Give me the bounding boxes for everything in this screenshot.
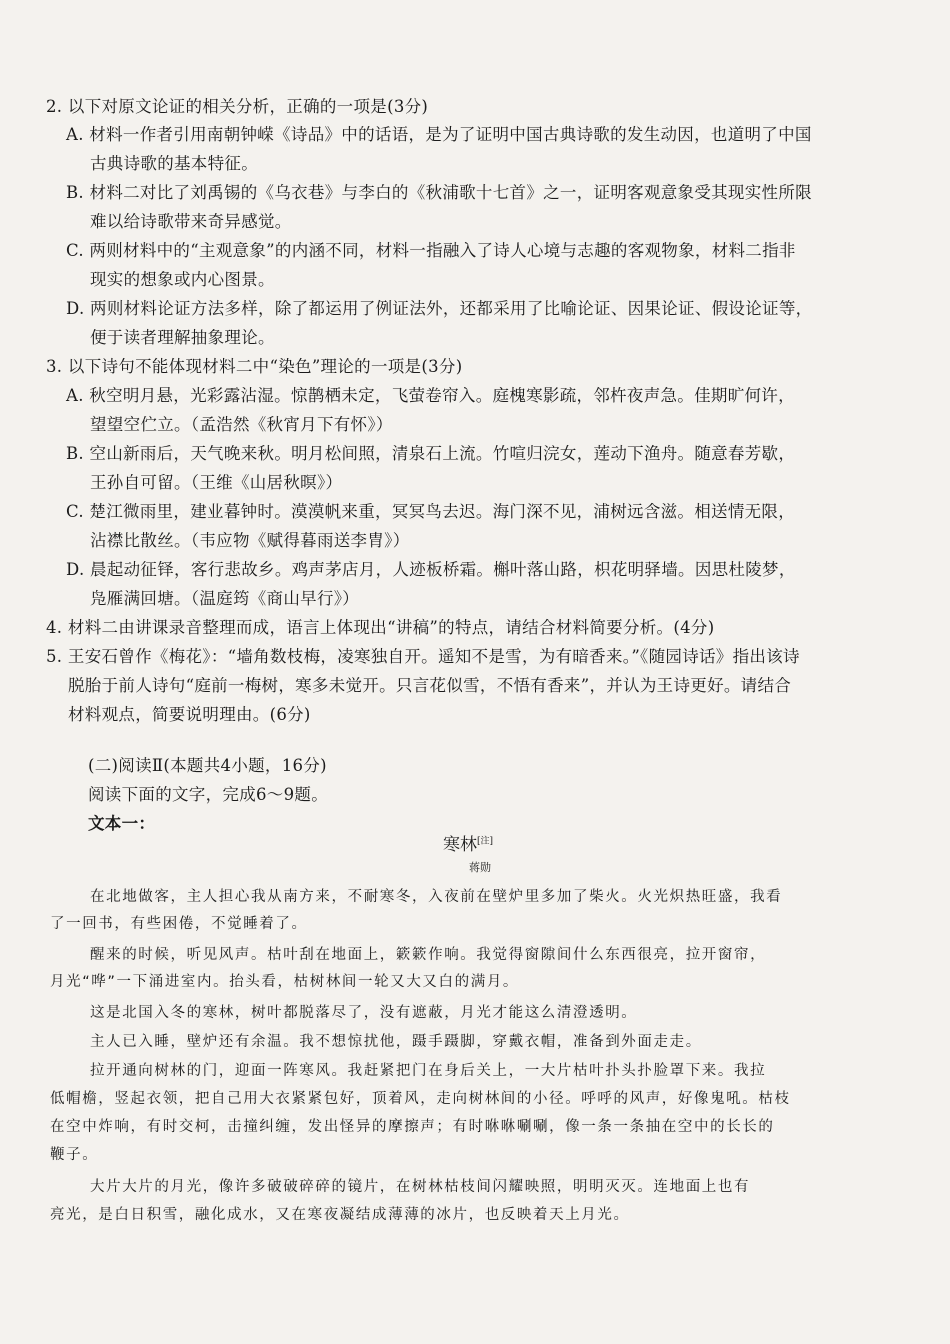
story-title-text: 寒林 xyxy=(443,835,477,855)
story-paragraph-6: 大片大片的月光，像许多破破碎碎的镜片，在树林枯枝间闪耀映照，明明灭灭。连地面上也有 xyxy=(90,1179,751,1195)
q3-option-d: D. 晨起动征铎，客行悲故乡。鸡声茅店月，人迹板桥霜。槲叶落山路，枳花明驿墙。因思杜陵梦， xyxy=(66,560,796,579)
q3-option-a: A. 秋空明月悬，光彩露沾湿。惊鹊栖未定，飞萤卷帘入。庭槐寒影疏，邻杵夜声急。佳期旷何许， xyxy=(66,386,795,405)
section-instruction: 阅读下面的文字，完成6～9题。 xyxy=(88,785,328,804)
q3-option-c-cont: 沾襟比散丝。（韦应物《赋得暮雨送李胄》） xyxy=(90,531,410,550)
q2-option-c: C. 两则材料中的“主观意象”的内涵不同，材料一指融入了诗人心境与志趣的客观物象，材料二指非 xyxy=(66,241,796,260)
story-paragraph-6-cont: 亮光，是白日积雪，融化成水，又在寒夜凝结成薄薄的冰片，也反映着天上月光。 xyxy=(50,1207,630,1223)
q2-option-b: B. 材料二对比了刘禹锡的《乌衣巷》与李白的《秋浦歌十七首》之一，证明客观意象受其现实性所限 xyxy=(66,183,812,202)
story-paragraph-4: 主人已入睡，壁炉还有余温。我不想惊扰他，蹑手蹑脚，穿戴衣帽，准备到外面走走。 xyxy=(90,1034,702,1050)
story-title xyxy=(443,830,493,855)
story-paragraph-3: 这是北国入冬的寒林，树叶都脱落尽了，没有遮蔽，月光才能这么清澄透明。 xyxy=(90,1005,638,1021)
q3-option-d-cont: 凫雁满回塘。（温庭筠《商山早行》） xyxy=(90,589,360,608)
story-paragraph-5-cont-2: 在空中炸响，有时交柯，击撞纠缠，发出怪异的摩擦声；有时咻咻唰唰，像一条一条抽在空中的长长的 xyxy=(50,1119,775,1135)
q3-option-c: C. 楚江微雨里，建业暮钟时。漠漠帆来重，冥冥鸟去迟。海门深不见，浦树远含滋。相送情无限， xyxy=(66,502,796,521)
story-paragraph-1: 在北地做客，主人担心我从南方来，不耐寒冬，入夜前在壁炉里多加了柴火。火光炽热旺盛，我看 xyxy=(90,889,783,905)
q5-line-3: 材料观点，简要说明理由。(6分) xyxy=(68,705,311,724)
q2-option-d: D. 两则材料论证方法多样，除了都运用了例证法外，还都采用了比喻论证、因果论证、假设论证等， xyxy=(66,299,813,318)
story-paragraph-5-cont-1: 低帽檐，竖起衣领，把自己用大衣紧紧包好，顶着风，走向树林间的小径。呼呼的风声，好像鬼吼。枯枝 xyxy=(50,1091,791,1107)
story-paragraph-2: 醒来的时候，听见风声。枯叶刮在地面上，簌簌作响。我觉得窗隙间什么东西很亮，拉开窗帘， xyxy=(90,947,767,963)
story-paragraph-2-cont: 月光“哗”一下涌进室内。抬头看，枯树林间一轮又大又白的满月。 xyxy=(50,974,520,990)
text-one-label: 文本一： xyxy=(88,814,156,833)
q4-stem: 4. 材料二由讲课录音整理而成，语言上体现出“讲稿”的特点，请结合材料简要分析。(4分) xyxy=(46,618,715,637)
story-paragraph-5: 拉开通向树林的门，迎面一阵寒风。我赶紧把门在身后关上，一大片枯叶扑头扑脸罩下来。我拉 xyxy=(90,1063,767,1079)
section-heading: (二)阅读Ⅱ(本题共4小题，16分) xyxy=(88,756,327,775)
q3-stem: 3. 以下诗句不能体现材料二中“染色”理论的一项是(3分) xyxy=(46,357,463,376)
story-paragraph-1-cont: 了一回书，有些困倦，不觉睡着了。 xyxy=(50,916,308,932)
q2-option-d-cont: 便于读者理解抽象理论。 xyxy=(90,328,275,347)
story-title-note: [注] xyxy=(477,836,494,847)
q2-option-c-cont: 现实的想象或内心图景。 xyxy=(90,270,275,289)
story-author: 蒋勋 xyxy=(469,861,491,874)
q5-line-1: 5. 王安石曾作《梅花》：“墙角数枝梅，凌寒独自开。遥知不是雪，为有暗香来。”《随园诗话》指出该诗 xyxy=(46,647,800,666)
q3-option-b: B. 空山新雨后，天气晚来秋。明月松间照，清泉石上流。竹喧归浣女，莲动下渔舟。随意春芳歇， xyxy=(66,444,796,463)
q3-option-a-cont: 望望空伫立。（孟浩然《秋宵月下有怀》） xyxy=(90,415,393,434)
q2-option-b-cont: 难以给诗歌带来奇异感觉。 xyxy=(90,212,292,231)
q5-line-2: 脱胎于前人诗句“庭前一梅树，寒多未觉开。只言花似雪，不悟有香来”，并认为王诗更好。请结合 xyxy=(68,676,792,695)
q2-stem: 2. 以下对原文论证的相关分析，正确的一项是(3分) xyxy=(46,97,429,116)
q2-option-a-cont: 古典诗歌的基本特征。 xyxy=(90,154,258,173)
q2-option-a: A. 材料一作者引用南朝钟嵘《诗品》中的话语，是为了证明中国古典诗歌的发生动因，也道明了中国 xyxy=(66,125,812,144)
q3-option-b-cont: 王孙自可留。（王维《山居秋暝》） xyxy=(90,473,343,492)
story-paragraph-5-cont-3: 鞭子。 xyxy=(50,1147,99,1163)
